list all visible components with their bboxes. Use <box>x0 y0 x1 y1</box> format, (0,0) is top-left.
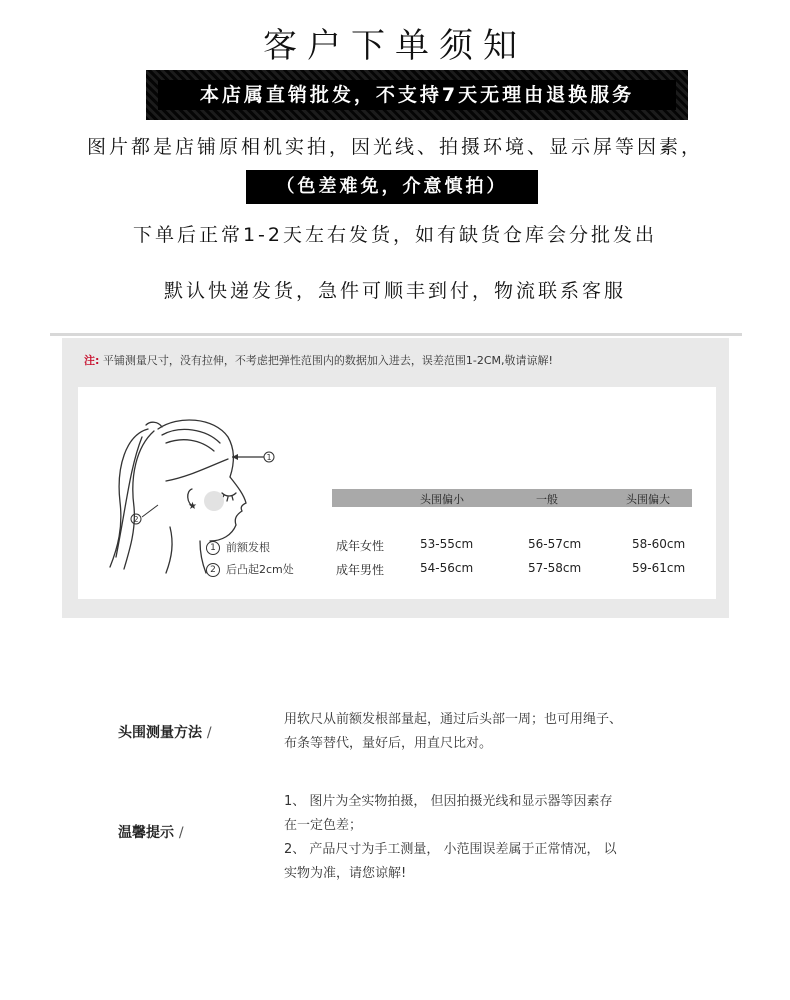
photo-notice: 图片都是店铺原相机实拍，因光线、拍摄环境、显示屏等因素， <box>86 136 703 158</box>
section-divider <box>50 333 742 336</box>
method-line: 布条等替代，量好后，用直尺比对。 <box>284 736 493 751</box>
tips-text <box>284 790 617 886</box>
tips-label-text: 温馨提示 <box>118 825 174 841</box>
table-cell: 58-60cm <box>632 537 686 551</box>
star-marker: ★ <box>188 501 197 512</box>
tips-line: 2、 产品尺寸为手工测量， 小范围误差属于正常情况， 以 <box>284 842 617 857</box>
method-label-slash: / <box>206 725 212 741</box>
tips-line: 实物为准，请您谅解! <box>284 866 407 881</box>
page-title: 客户下单须知 <box>263 26 527 66</box>
note-prefix: 注: <box>84 354 100 367</box>
tips-label-slash: / <box>178 825 184 841</box>
size-chart-card <box>78 387 716 599</box>
measurement-note <box>84 352 553 368</box>
marker-text-2: 后凸起2cm处 <box>226 563 294 576</box>
size-table-header <box>332 489 692 507</box>
tips-label <box>118 822 184 842</box>
method-label <box>118 722 212 742</box>
header-normal: 一般 <box>536 493 558 506</box>
marker-label-1 <box>206 539 270 555</box>
table-cell: 57-58cm <box>528 561 582 575</box>
marker-number-1: 1 <box>206 541 220 555</box>
marker-text-1: 前额发根 <box>226 541 270 554</box>
note-text: 平铺测量尺寸，没有拉伸，不考虑把弹性范围内的数据加入进去，误差范围1-2CM,敬请谅解! <box>102 354 553 367</box>
header-large: 头围偏大 <box>626 493 670 506</box>
policy-banner <box>146 70 688 120</box>
marker-number-2: 2 <box>206 563 220 577</box>
table-cell: 54-56cm <box>420 561 474 575</box>
svg-text:2: 2 <box>133 515 139 524</box>
shipping-notice: 下单后正常1-2天左右发货，如有缺货仓库会分批发出 <box>132 224 658 246</box>
express-notice: 默认快递发货，急件可顺丰到付，物流联系客服 <box>163 280 626 302</box>
marker-label-2 <box>206 561 294 577</box>
table-cell: 59-61cm <box>632 561 686 575</box>
tips-line: 1、 图片为全实物拍摄， 但因拍摄光线和显示器等因素存 <box>284 794 613 809</box>
row-label-male: 成年男性 <box>336 563 385 577</box>
svg-text:1: 1 <box>266 453 272 462</box>
table-cell: 56-57cm <box>528 537 582 551</box>
tips-line: 在一定色差； <box>284 818 363 833</box>
policy-banner-text: 本店属直销批发，不支持7天无理由退换服务 <box>158 80 676 110</box>
row-label-female: 成年女性 <box>336 539 385 553</box>
method-line: 用软尺从前额发根部量起，通过后头部一周；也可用绳子、 <box>284 712 623 727</box>
size-chart-panel <box>62 338 729 618</box>
method-label-text: 头围测量方法 <box>118 725 202 741</box>
header-small: 头围偏小 <box>420 493 464 506</box>
table-cell: 53-55cm <box>420 537 474 551</box>
method-text <box>284 708 622 756</box>
color-difference-badge: （色差难免，介意慎拍） <box>246 170 538 204</box>
